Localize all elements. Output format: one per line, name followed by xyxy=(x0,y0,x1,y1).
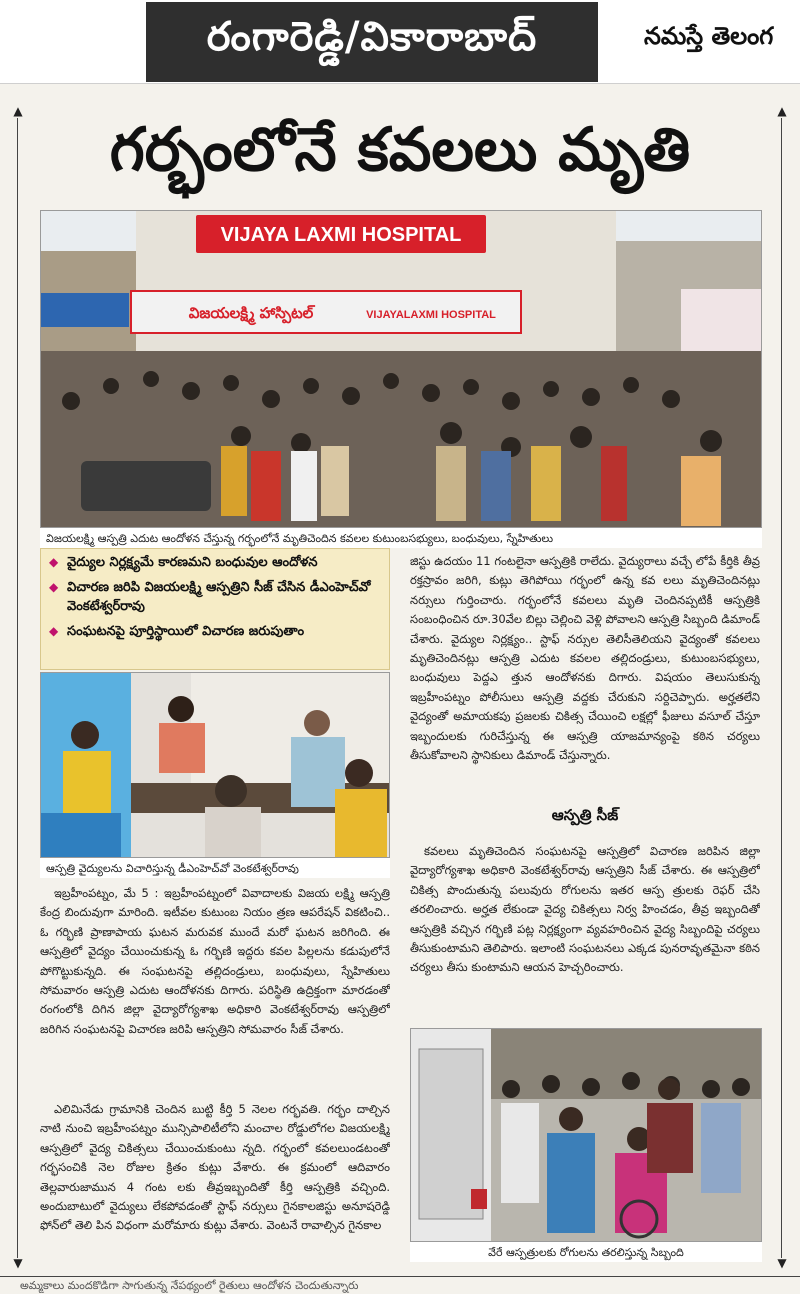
right-margin-arrow-up-icon: ▲ xyxy=(777,104,787,118)
masthead xyxy=(0,0,800,84)
top-photo-caption: విజయలక్ష్మి ఆస్పత్రి ఎదుట ఆందోళన చేస్తున్న గర్భంలోనే మృతిచెందిన కవలల కుటుంబసభ్యులు, బంధువులు, స్నేహితులు xyxy=(40,528,762,548)
bottom-photo-caption: వేరే ఆస్పత్రులకు రోగులను తరలిస్తున్న సిబ్బంది xyxy=(410,1242,762,1262)
hospital-protest-illustration xyxy=(41,211,762,528)
hospital-sign-english: VIJAYA LAXMI HOSPITAL xyxy=(220,224,462,246)
right-margin-line xyxy=(781,118,782,1258)
article-right-column-para-1: జిస్టు ఉదయం 11 గంటలైనా ఆస్పత్రికి రాలేదు. వైద్యురాలు వచ్చే లోపే కీర్తికి తీవ్ర రక్తస్రావం జరిగి, కుట్లు తెగిపోయి గర్భంలో ఉన్న కవ లలు మృతిచెందినట్లు నర్సులు గుర్తించారు. గర్భంలోనే కవలలు మృతి చెందినప్పటికీ ఆస్పత్రికి సంబంధించిన రూ.30వేల బిల్లు చెల్లించి వెళ్లి పోవాలని ఆస్పత్రి సిబ్బంది డిమాండ్ చేశారు. వైద్యుల నిర్లక్ష్యం.. స్టాఫ్ నర్సుల తెలిసీతెలియని వైద్యంతో కవలలు మృతిచెందినట్లు ఆస్పత్రి ఎదుట కవలల తల్లిదండ్రులు, కుటుంబసభ్యులు, బంధువులు పెద్దఎ త్తున ఆందోళనకు దిగారు. విషయం తెలుసుకున్న ఇబ్రహీంపట్నం పోలీసులు ఆస్పత్రి వద్దకు చేరుకుని సర్దిచెప్పారు. అర్హతలేని వైద్యంతో అమాయకపు ప్రజలకు చికిత్స చేయించి లక్షల్లో ఫీజులు వసూల్ చేస్తూ ఇబ్బందులకు గురిచేస్తున్న ఈ ఆస్పత్రి యాజమాన్యంపై కఠిన చర్యలు తీసుకోవాలని స్థానికులు డిమాండ్ చేస్తున్నారు. xyxy=(410,554,760,763)
highlights-box xyxy=(40,548,390,670)
right-margin-arrow-down-icon: ▼ xyxy=(777,1256,787,1270)
article-right-column-para-2: కవలలు మృతిచెందిన సంఘటనపై ఆస్పత్రిలో విచారణ జరిపిన జిల్లా వైద్యారోగ్యశాఖ అధికారి వెంకటేశ్వర్‌రావు ఆస్పత్రిని సీజ్ చేశారు. ఈ ఆస్పత్రిలో చికిత్స పొందుతున్న పలువురు రోగులను ఇతర ఆస్ప త్రులకు రెఫర్ చేసి తరలించారు. అర్హత లేకుండా వైద్య చికిత్సలు నిర్వ హించడం, తీవ్ర ఇబ్బందితో ఆస్పత్రికి వచ్చిన గర్భిణి పట్ల నిర్లక్ష్యంగా వ్యవహరించిన వైద్య సిబ్బందిపై చర్యలు తీసుకుంటామని తెలిపారు. ఇలాంటి సంఘటనలు ఎక్కడ పునరావృతమైనా కఠిన చర్యలు తీసు కుంటామని ఆయన హెచ్చరించారు. xyxy=(410,844,760,975)
left-margin-line xyxy=(17,118,18,1258)
left-margin-arrow-up-icon: ▲ xyxy=(13,104,23,118)
dmho-inquiry-photo xyxy=(40,672,390,858)
patients-shifting-photo xyxy=(410,1028,762,1242)
section-title: రంగారెడ్డి/వికారాబాద్ xyxy=(146,2,598,82)
dmho-inquiry-illustration xyxy=(41,673,390,858)
middle-photo-caption: ఆస్పత్రి వైద్యులను విచారిస్తున్న డీఎంహెచ్‌వో వెంకటేశ్వర్‌రావు xyxy=(40,858,390,878)
article-left-column-para-2: ఎలిమినేడు గ్రామానికి చెందిన బుట్టి కీర్తి 5 నెలల గర్భవతి. గర్భం దాల్చిన నాటి నుంచి ఇబ్రహీంపట్నం మున్సిపాలిటీలోని మంచాల రోడ్డులోగల విజయలక్ష్మి ఆస్పత్రిలో వైద్య చికిత్సలు చేయించుకుంటు న్నది. గర్భంలో కవలలుండటంతో గర్భసంచికి నెల రోజుల క్రితం కుట్లు వేశారు. ఈ క్రమంలో ఆదివారం తెల్లవారుజామున 4 గంట లకు తీవ్రఇబ్బందితో కీర్తి ఆస్పత్రికి వచ్చింది. అందుబాటులో వైద్యులు లేకపోవడంతో స్టాఫ్ నర్సులు గైనకాలజిస్టు అనూషరెడ్డి ఫోన్‌లో తెలి పిన విధంగా మరోమారు కుట్లు వేశారు. వెంటనే రావాల్సిన గైనకాల xyxy=(40,1102,390,1233)
left-margin-arrow-down-icon: ▼ xyxy=(13,1256,23,1270)
highlight-item: ◆ విచారణ జరిపి విజయలక్ష్మి ఆస్పత్రిని సీజ్ చేసిన డీఎంహెచ్‌వో వెంకటేశ్వర్‌రావు xyxy=(47,578,383,616)
hospital-sign-lower-english: VIJAYALAXMI HOSPITAL xyxy=(366,309,496,321)
bottom-rule xyxy=(0,1276,800,1277)
hospital-protest-photo xyxy=(40,210,762,528)
article-left-column-para-1: ఇబ్రహీంపట్నం, మే 5 : ఇబ్రహీంపట్నంలో వివాదాలకు విజయ లక్ష్మి ఆస్పత్రి కేంద్ర బిందువుగా మారింది. ఇటీవల కుటుంబ నియం త్రణ ఆపరేషన్ వికటించి.. ఓ గర్భిణి ప్రాణాపాయ ఘటన మరువక ముందే మరో ఘటన జరిగింది. ఈ ఆస్పత్రిలో వైద్యం చేయించుకున్న ఓ గర్భిణి ఇద్దరు కవల పిల్లలను కడుపులోనే పోగొట్టుకున్నది. ఈ సంఘటనపై తల్లిదండ్రులు, బంధువులు, స్నేహితులు సోమవారం ఆస్పత్రి ఎదుట ఆందోళనకు దిగారు. పరిస్థితి ఉద్రిక్తంగా మారడంతో రంగంలోకి దిగిన జిల్లా వైద్యారోగ్యశాఖ అధికారి వెంకటేశ్వర్‌రావు ఆస్పత్రిలో జరిగిన సంఘటనపై విచారణ జరిపి ఆస్పత్రిని సోమవారం సీజ్ చేశారు. xyxy=(40,886,390,1036)
headline: గర్భంలోనే కవలలు మృతి xyxy=(109,115,691,185)
next-article-cutoff-text: అమ్మకాలు మందకొడిగా సాగుతున్న నేపథ్యంలో రైతులు ఆందోళన చెందుతున్నారు xyxy=(20,1279,359,1292)
highlight-item: ◆ వైద్యుల నిర్లక్ష్యమే కారణమని బంధువుల ఆందోళన xyxy=(47,553,383,572)
patients-shifting-illustration xyxy=(411,1029,762,1242)
hospital-sign-telugu: విజయలక్ష్మి హాస్పిటల్ xyxy=(188,304,314,322)
highlight-item: ◆ సంఘటనపై పూర్తిస్థాయిలో విచారణ జరుపుతాం xyxy=(47,622,383,641)
newspaper-name: నమస్తే తెలంగ xyxy=(644,22,774,50)
subheading-hospital-seized: ఆస్పత్రి సీజ్ xyxy=(551,806,619,824)
